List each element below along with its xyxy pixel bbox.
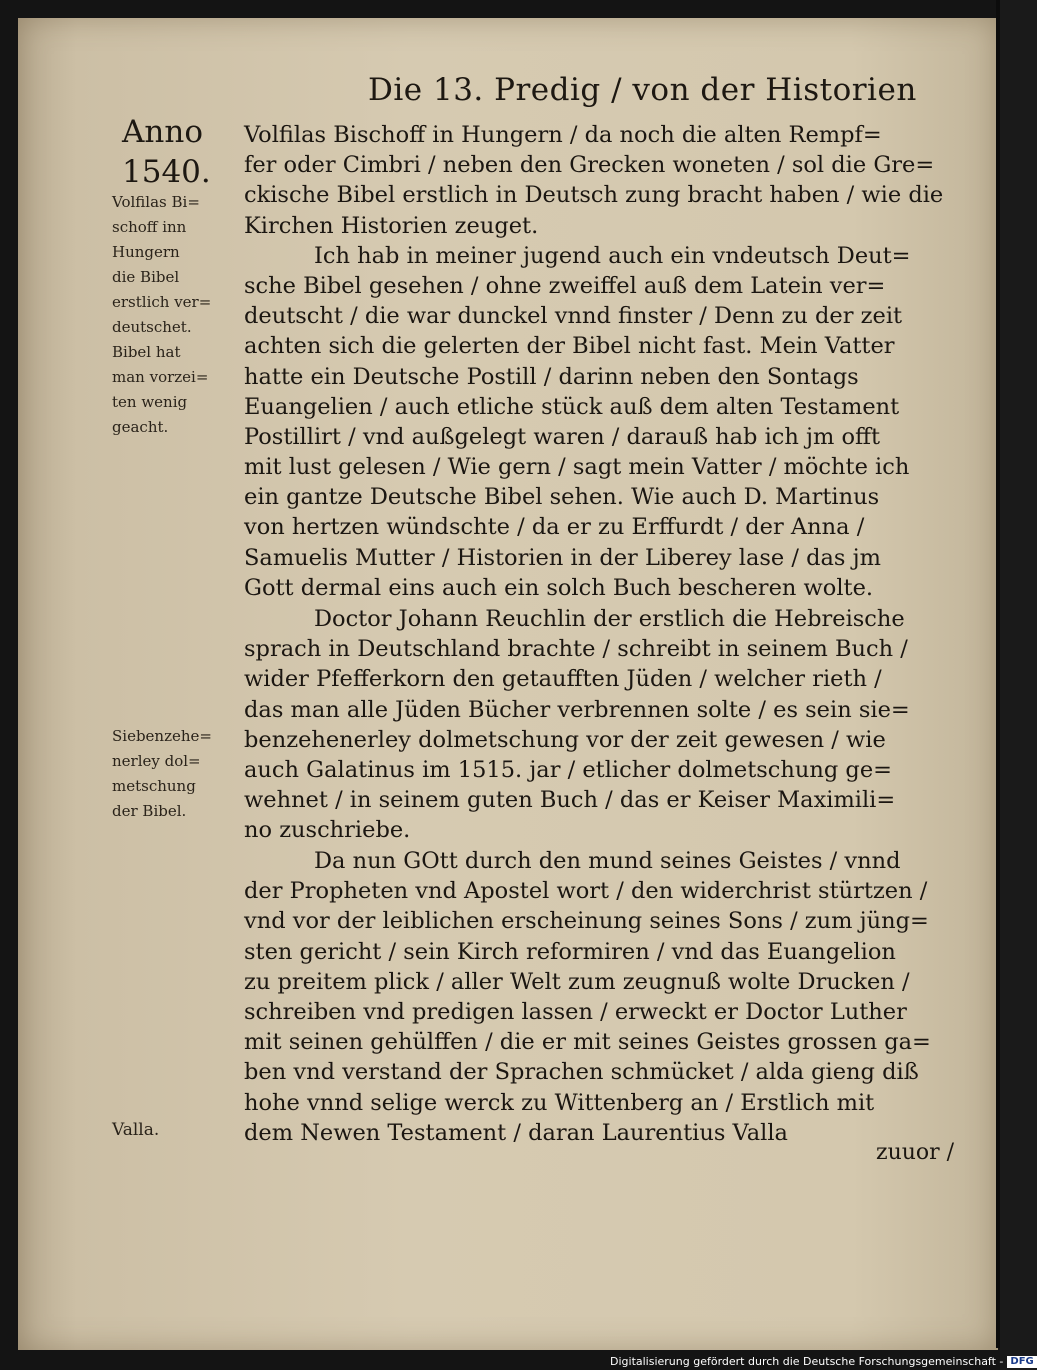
running-header: Die 13. Predig / von der Historien xyxy=(368,72,917,108)
digitization-footer xyxy=(610,1353,1034,1370)
text-line: Kirchen Historien zeuget. xyxy=(244,212,539,239)
page-edge xyxy=(996,0,1000,1348)
text-line: sten gericht / sein Kirch reformiren / vnd das Euangelion xyxy=(244,938,896,965)
side-note-volfilas: Volfilas Bi= schoff inn Hungern die Bibel erstlich ver= deutschet. Bibel hat man vorzei= ten wenig geacht. xyxy=(112,193,212,436)
text-line: benzehenerley dolmetschung vor der zeit gewesen / wie xyxy=(244,726,886,753)
text-line: wehnet / in seinem guten Buch / das er Keiser Maximili= xyxy=(244,787,896,814)
text-line: Samuelis Mutter / Historien in der Liberey lase / das jm xyxy=(244,544,881,571)
text-line: auch Galatinus im 1515. jar / etlicher dolmetschung ge= xyxy=(244,756,892,783)
text-line: wider Pfefferkorn den getaufften Jüden / welcher rieth / xyxy=(244,666,882,693)
side-note-valla: Valla. xyxy=(112,1120,160,1140)
text-line: Da nun GOtt durch den mund seines Geistes / vnnd xyxy=(314,848,901,874)
text-line: schreiben vnd predigen lassen / erweckt er Doctor Luther xyxy=(244,998,907,1025)
footer-text: Digitalisierung gefördert durch die Deutsche Forschungsgemeinschaft - xyxy=(610,1355,1004,1368)
text-line: sprach in Deutschland brachte / schreibt in seinem Buch / xyxy=(244,636,908,663)
anno-year-label: Anno 1540. xyxy=(122,114,211,190)
text-line: Euangelien / auch etliche stück auß dem alten Testament xyxy=(244,393,900,420)
text-line: Doctor Johann Reuchlin der erstlich die Hebreische xyxy=(314,606,905,632)
text-line: das man alle Jüden Bücher verbrennen solte / es sein sie= xyxy=(244,696,910,723)
text-line: ckische Bibel erstlich in Deutsch zung bracht haben / wie die xyxy=(244,182,944,209)
paragraph-3 xyxy=(244,846,964,1148)
text-line: sche Bibel gesehen / ohne zweiffel auß dem Latein ver= xyxy=(244,272,886,299)
text-line: no zuschriebe. xyxy=(244,817,411,844)
catchword: zuuor / xyxy=(876,1140,955,1165)
text-line: ben vnd verstand der Sprachen schmücket / alda gieng diß xyxy=(244,1059,919,1086)
text-line: mit lust gelesen / Wie gern / sagt mein Vatter / möchte ich xyxy=(244,454,910,481)
text-line: fer oder Cimbri / neben den Grecken woneten / sol die Gre= xyxy=(244,152,935,179)
dfg-logo: DFG xyxy=(1007,1356,1036,1368)
text-line: dem Newen Testament / daran Laurentius Valla xyxy=(244,1119,788,1146)
side-note-siebenzehenerley: Siebenzehe= nerley dol= metschung der Bibel. xyxy=(112,727,212,820)
text-line: deutscht / die war dunckel vnnd finster / Denn zu der zeit xyxy=(244,303,903,330)
text-line: ein gantze Deutsche Bibel sehen. Wie auch D. Martinus xyxy=(244,484,880,511)
text-line: zu preitem plick / aller Welt zum zeugnuß wolte Drucken / xyxy=(244,968,910,995)
text-line: mit seinen gehülffen / die er mit seines Geistes grossen ga= xyxy=(244,1029,931,1056)
paragraph-2 xyxy=(244,604,964,846)
text-line: hatte ein Deutsche Postill / darinn neben den Sontags xyxy=(244,363,859,390)
paragraph-1 xyxy=(244,120,964,603)
text-line: Gott dermal eins auch ein solch Buch bescheren wolte. xyxy=(244,574,874,601)
text-line: Ich hab in meiner jugend auch ein vndeutsch Deut= xyxy=(314,242,911,269)
text-line: der Propheten vnd Apostel wort / den widerchrist stürtzen / xyxy=(244,878,928,905)
text-line: Postillirt / vnd außgelegt waren / darauß hab ich jm offt xyxy=(244,423,881,450)
text-line: achten sich die gelerten der Bibel nicht fast. Mein Vatter xyxy=(244,333,895,360)
text-line: hohe vnnd selige werck zu Wittenberg an / Erstlich mit xyxy=(244,1089,875,1116)
text-line: vnd vor der leiblichen erscheinung seines Sons / zum jüng= xyxy=(244,908,929,935)
text-line: von hertzen wündschte / da er zu Erffurdt / der Anna / xyxy=(244,514,865,541)
text-line: Volfilas Bischoff in Hungern / da noch die alten Rempf= xyxy=(244,122,882,148)
